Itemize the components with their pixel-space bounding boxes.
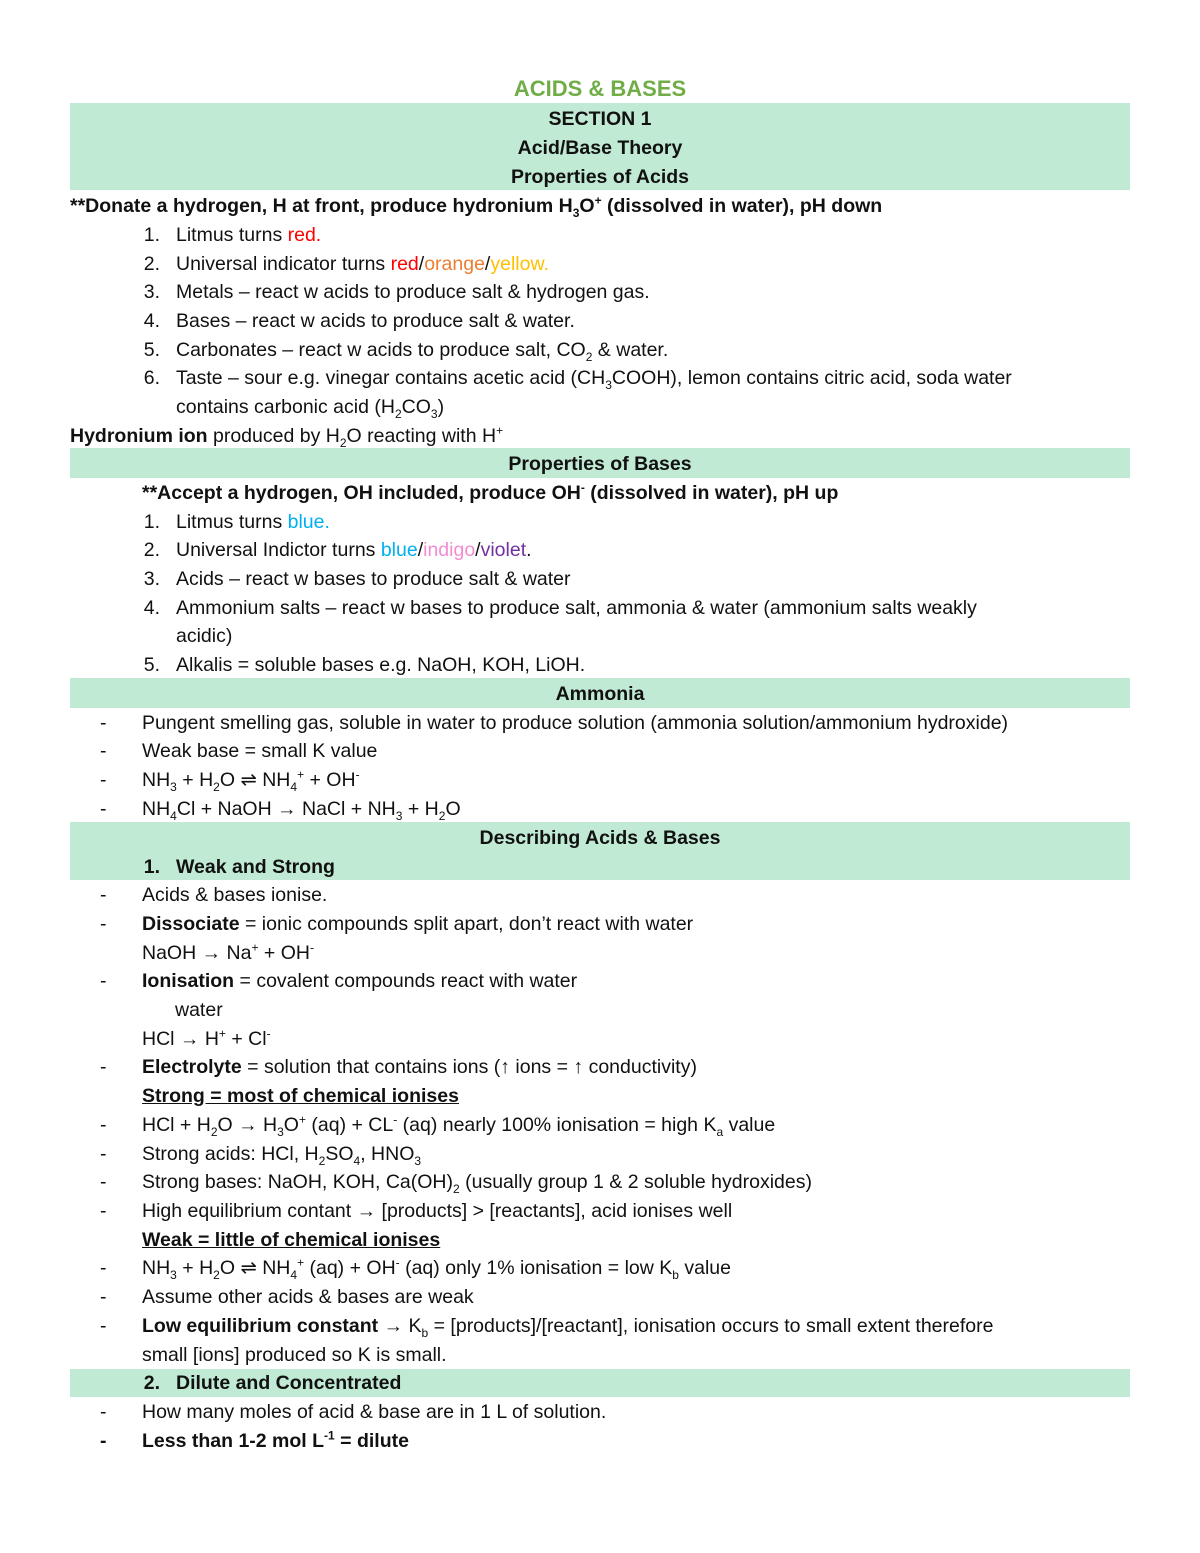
document-title: ACIDS & BASES bbox=[513, 76, 687, 101]
list-item-continuation: acidic) bbox=[176, 625, 233, 647]
strong-heading: Strong = most of chemical ionises bbox=[142, 1085, 459, 1107]
document-page: ACIDS & BASES SECTION 1 Acid/Base Theory Properties of Acids **Donate a hydrogen, H at front, produce hydronium $H_3O^+$ (dissolved in water), pH down 1. Litmus turns red. 2. Universal indicator turns red/orange/yellow. 3. Metals – react w acids to produce salt & hydrogen gas. 4. Bases – react w acids to produce salt & water. 5. Carbonates – react w acids to produce salt, $CO_2$ & water. 6. Taste – sour e.g. vinegar contains acetic acid $(CH_3COOH)$, lemon contains citric acid, soda water contains carbonic acid $(H_2CO_3)$ Hydronium ion produced by $H_2O$ reacting with H+ Properties of Bases **Accept a hydrogen, OH included, produce OH- (dissolved in water), pH up 1. Litmus turns blue. 2. Universal Indictor turns blue/indigo/violet. 3. Acids – react w bases to produce salt & water 4. Ammonium salts – react w bases to produce salt, ammonia & water (ammonium salts weakly acidic) 5. Alkalis = soluble bases e.g. NaOH, KOH, LiOH. Ammonia - Pungent smelling gas, soluble in water to produce solution (ammonia solution/ammonium hydroxide) - Weak base = small K value - $NH_3 + H_2O$ ⇌ $NH_4^+ + OH^-$ - $NH_4Cl$ + NaOH → NaCl + $NH_3 + H_2O$ Describing Acids & Bases 1. Weak and Strong - Acids & bases ionise. - Dissociate = ionic compounds split apart, don’t react with water NaOH → Na+ + OH- - Ionisation = covalent compounds react with water water HCl → H+ + Cl- - Electrolyte = solution that contains ions (↑ ions = ↑ conductivity) Strong = most of chemical ionises - HCl + $H_2O \to H_3O^+$ (aq) + CL- (aq) nearly 100% ionisation = high $K_a$ value - Strong acids: HCl, $H_2SO_4$, $HNO_3$ - Strong bases: NaOH, KOH, $Ca(OH)_2$ (usually group 1 & 2 soluble hydroxides) - High equilibrium contant → [products] > [reactants], acid ionises well Weak = little of chemical ionises - $NH_3 + H_2O$ ⇌ $NH_4^+$ (aq) + OH- (aq) only 1% ionisation = low $K_b$ value - Assume other acids & bases are weak - Low equilibrium constant → $K_b$ = [products]/[reactant], ionisation occurs to small extent therefore small [ions] produced so K is small. 2. Dilute and Concentrated - How many moles of acid & base are in 1 L of solution. - Less than 1-2 mol $L^{-1}$ = dilute bbox=[0, 0, 1200, 1553]
section-topic: Acid/Base Theory bbox=[517, 137, 683, 159]
acids-intro: **Donate a hydrogen, H at front, produce hydronium $H_3O^+$ (dissolved in water), pH down bbox=[70, 193, 883, 220]
equation-line: HCl → H+ + Cl- bbox=[142, 1026, 271, 1050]
water-label: water bbox=[175, 999, 223, 1021]
acids-heading: Properties of Acids bbox=[510, 166, 690, 188]
ammonia-heading: Ammonia bbox=[555, 683, 645, 705]
equation-line: NaOH → Na+ + OH- bbox=[142, 940, 314, 964]
bases-heading: Properties of Bases bbox=[508, 453, 692, 475]
section-label: SECTION 1 bbox=[548, 108, 652, 130]
bases-intro: **Accept a hydrogen, OH included, produce OH- (dissolved in water), pH up bbox=[142, 480, 839, 504]
describing-heading: Describing Acids & Bases bbox=[479, 827, 721, 849]
list-item-continuation: contains carbonic acid $(H_2CO_3)$ bbox=[176, 396, 445, 421]
hydronium-note: Hydronium ion produced by $H_2O$ reacting with H+ bbox=[70, 423, 504, 450]
weak-heading: Weak = little of chemical ionises bbox=[142, 1229, 441, 1251]
bullet-continuation: small [ions] produced so K is small. bbox=[142, 1344, 447, 1366]
